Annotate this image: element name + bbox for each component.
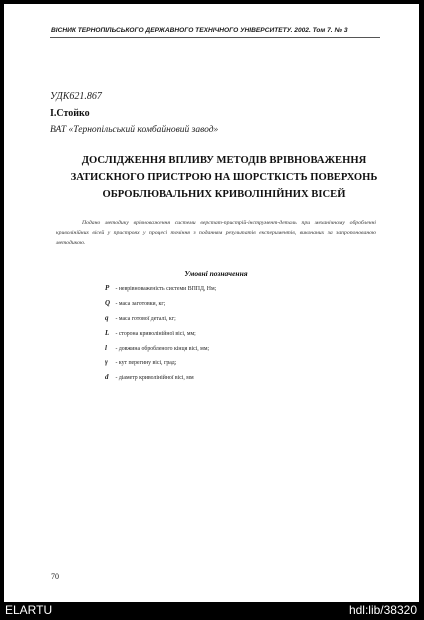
abstract: Подано методику врівноваження системи верстат-пристрій-інструмент-деталь при механічному обробленні криволінійних вісей у пристроях у процесі точіння з поданням результатів експериментів, виконаних за запропонованою методикою.	[56, 220, 376, 246]
symbol-item	[105, 284, 216, 299]
repository-label: ELARTU	[5, 603, 53, 617]
page-number: 70	[51, 572, 59, 581]
symbol-description: - неврівноваженість системи ВППД, Нм;	[115, 286, 217, 292]
symbol: l	[105, 343, 107, 352]
symbol-description: - маса готової деталі, кг;	[115, 315, 176, 322]
symbol-item	[105, 329, 216, 344]
symbol-item	[105, 373, 216, 388]
symbol: γ	[105, 358, 108, 367]
symbol: d	[105, 373, 109, 382]
document-page	[4, 4, 419, 602]
author-affiliation: ВАТ «Тернопільський комбайновий завод»	[50, 125, 219, 135]
title-line: ОБРОБЛЮВАЛЬНИХ КРИВОЛІНІЙНИХ ВІСЕЙ	[102, 189, 346, 200]
symbol-item	[105, 358, 216, 373]
symbol-item	[105, 314, 216, 329]
symbol-item	[105, 299, 216, 314]
symbols-heading: Умовні позначення	[184, 269, 248, 278]
title-line: ДОСЛІДЖЕННЯ ВПЛИВУ МЕТОДІВ ВРІВНОВАЖЕННЯ	[81, 155, 367, 166]
symbol-description: - сторона криволінійної вісі, мм;	[115, 330, 196, 337]
symbol-item	[105, 344, 216, 359]
symbol: q	[105, 313, 109, 322]
symbol: L	[105, 328, 110, 337]
author-name: І.Стойко	[50, 108, 90, 119]
symbol: P	[105, 284, 110, 292]
symbol-description: - діаметр криволінійної вісі, мм	[115, 375, 194, 382]
symbol-description: - кут перегину вісі, град;	[115, 360, 177, 367]
article-title	[56, 152, 392, 203]
title-line: ЗАТИСКНОГО ПРИСТРОЮ НА ШОРСТКІСТЬ ПОВЕРХОНЬ	[70, 172, 378, 183]
symbol: Q	[105, 298, 111, 307]
header-rule	[50, 37, 380, 38]
udc-code: УДК621.867	[50, 91, 102, 102]
symbols-list	[105, 284, 216, 388]
handle-label: hdl:lib/38320	[348, 603, 417, 617]
symbol-description: - маса заготовки, кг;	[115, 300, 166, 307]
symbol-description: - довжина обробленого кінця вісі, мм;	[115, 345, 210, 352]
journal-header: ВІСНИК ТЕРНОПІЛЬСЬКОГО ДЕРЖАВНОГО ТЕХНІЧНОГО УНІВЕРСИТЕТУ. 2002. Том 7. № 3	[51, 27, 348, 34]
